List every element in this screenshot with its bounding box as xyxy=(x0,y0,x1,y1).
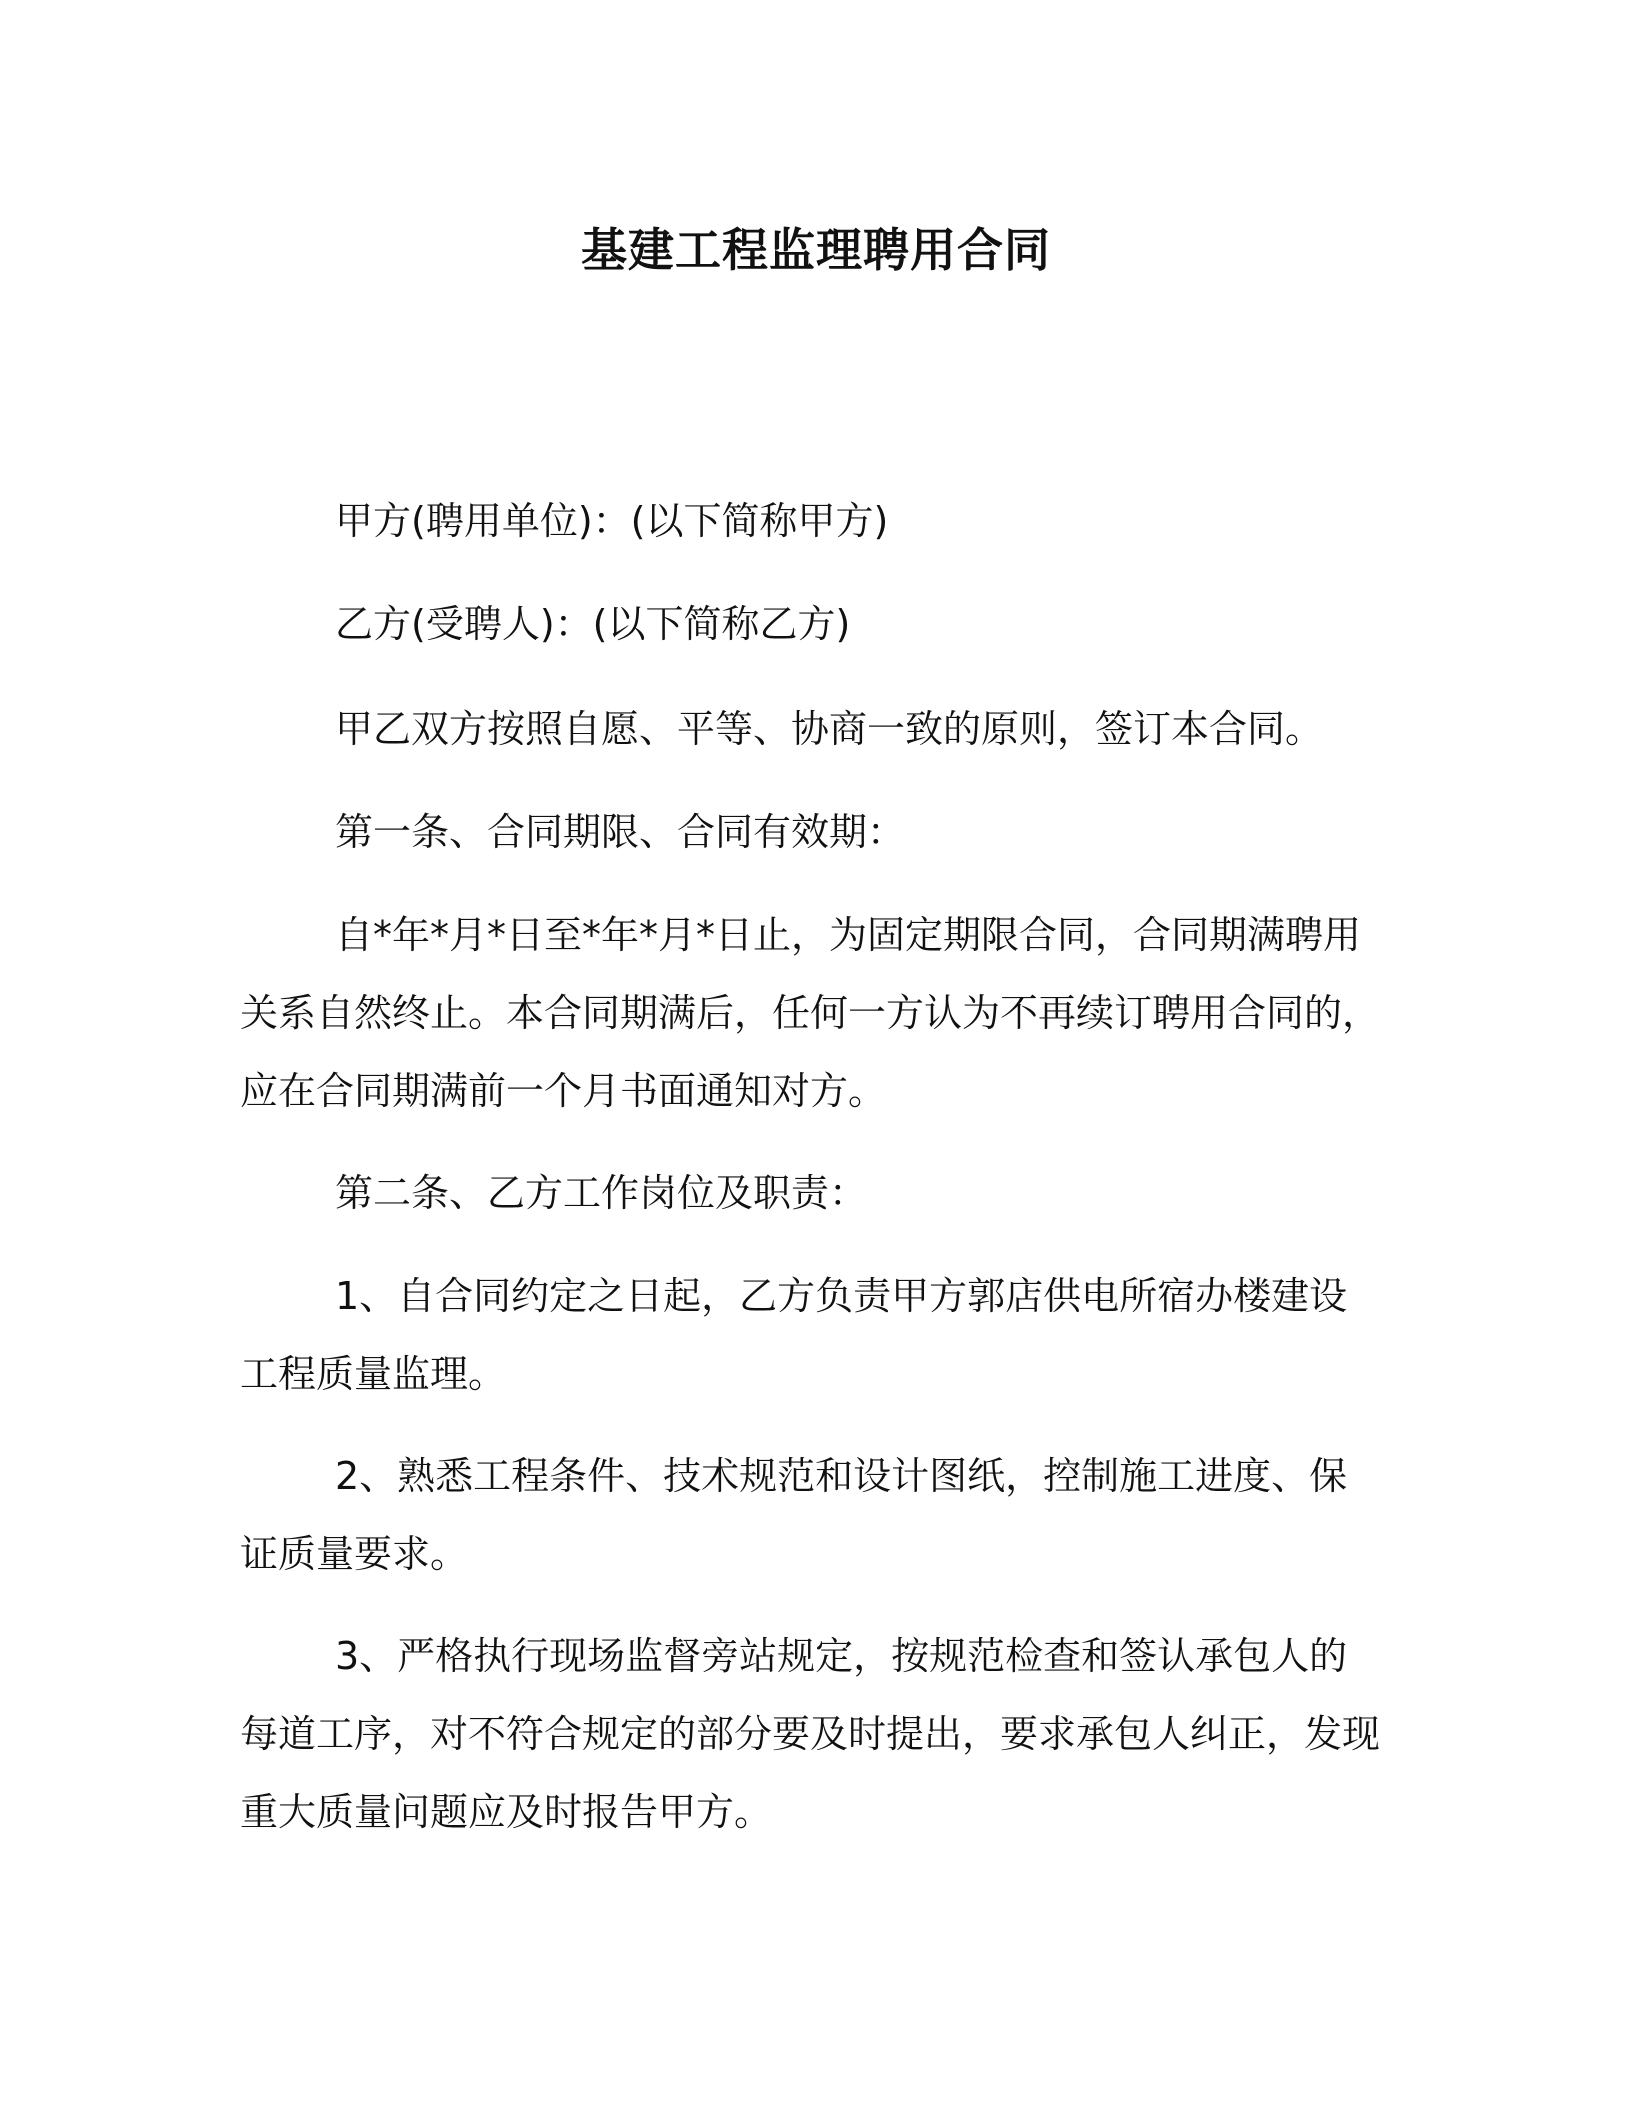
document-title: 基建工程监理聘用合同 xyxy=(581,223,1051,277)
duty-item-2: 2、熟悉工程条件、技术规范和设计图纸，控制施工进度、保证质量要求。 xyxy=(240,1454,1348,1576)
article-2-heading: 第二条、乙方工作岗位及职责： xyxy=(335,1171,868,1215)
duty-item-1: 1、自合同约定之日起，乙方负责甲方郭店供电所宿办楼建设工程质量监理。 xyxy=(240,1274,1348,1396)
duty-item-3: 3、严格执行现场监督旁站规定，按规范检查和签认承包人的每道工序，对不符合规定的部分要及时提出，要求承包人纠正，发现重大质量问题应及时报告甲方。 xyxy=(240,1634,1381,1834)
contract-term-paragraph: 自*年*月*日至*年*月*日止，为固定期限合同，合同期满聘用关系自然终止。本合同期满后，任何一方认为不再续订聘用合同的，应在合同期满前一个月书面通知对方。 xyxy=(240,913,1381,1113)
article-1-heading: 第一条、合同期限、合同有效期： xyxy=(335,810,906,854)
party-b-line: 乙方(受聘人)：(以下简称乙方) xyxy=(335,602,851,646)
agreement-paragraph: 甲乙双方按照自愿、平等、协商一致的原则，签订本合同。 xyxy=(335,707,1324,751)
party-a-line: 甲方(聘用单位)：(以下简称甲方) xyxy=(335,499,889,543)
